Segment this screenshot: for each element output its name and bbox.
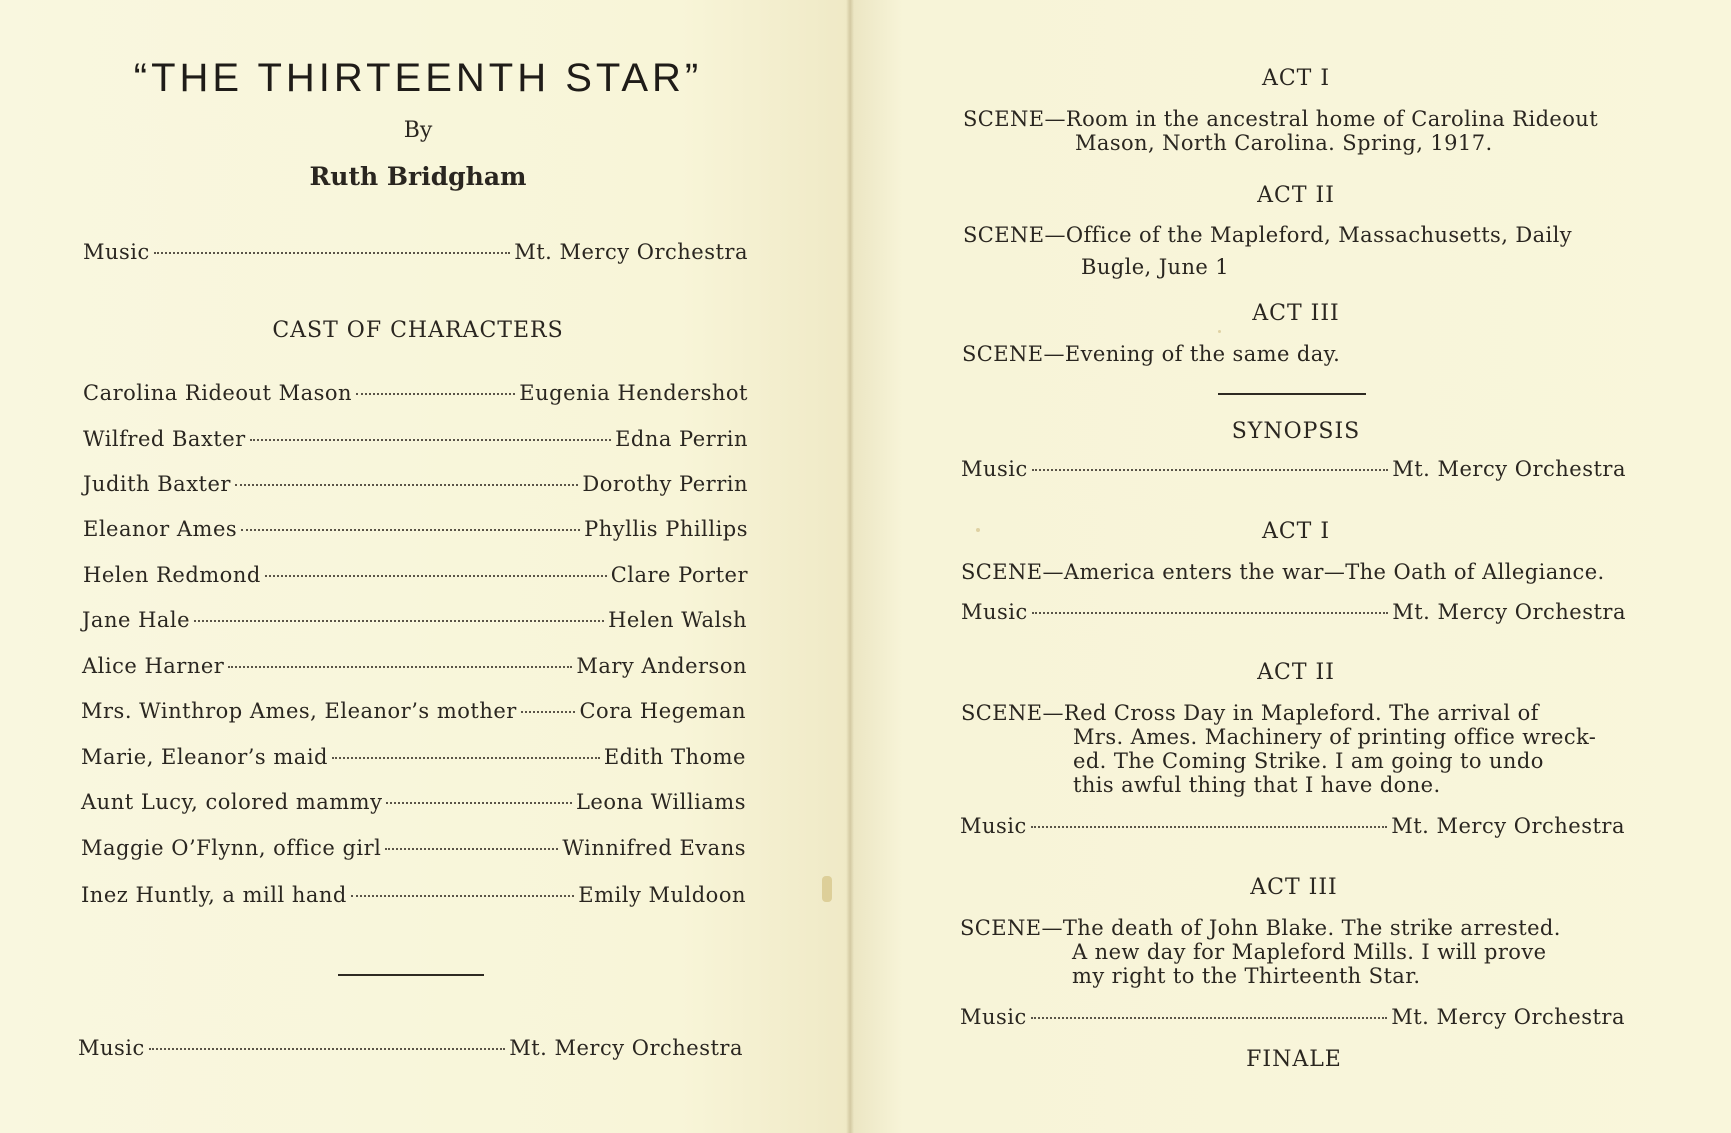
cast-row bbox=[81, 699, 746, 723]
music-label: Music bbox=[961, 600, 1028, 624]
paper-speck bbox=[1218, 330, 1221, 333]
closing-music-row bbox=[78, 1036, 743, 1060]
act-heading: ACT I bbox=[1261, 66, 1331, 91]
dot-leader bbox=[265, 575, 607, 577]
scene-description bbox=[963, 107, 1630, 155]
paper-stain bbox=[822, 876, 832, 902]
music-performer: Mt. Mercy Orchestra bbox=[1391, 1005, 1625, 1029]
dot-leader bbox=[521, 711, 576, 713]
paper-speck bbox=[976, 528, 980, 532]
dot-leader bbox=[250, 439, 611, 441]
actor-name: Edith Thome bbox=[603, 745, 746, 769]
cast-row bbox=[81, 883, 746, 907]
music-label: Music bbox=[960, 814, 1027, 838]
role-name: Judith Baxter bbox=[83, 472, 231, 496]
music-label: Music bbox=[78, 1036, 145, 1060]
dot-leader bbox=[332, 757, 600, 759]
role-name: Marie, Eleanor’s maid bbox=[81, 745, 328, 769]
dot-leader bbox=[1032, 469, 1388, 471]
music-performer: Mt. Mercy Orchestra bbox=[1391, 814, 1625, 838]
actor-name: Emily Muldoon bbox=[578, 883, 746, 907]
scene-line: Mrs. Ames. Machinery of printing office wreck- bbox=[1073, 725, 1597, 749]
scene-line: Bugle, June 1 bbox=[1081, 255, 1230, 279]
cast-row bbox=[81, 790, 746, 814]
music-performer: Mt. Mercy Orchestra bbox=[509, 1036, 743, 1060]
role-name: Helen Redmond bbox=[83, 563, 261, 587]
music-performer: Mt. Mercy Orchestra bbox=[1392, 457, 1626, 481]
role-name: Wilfred Baxter bbox=[83, 427, 246, 451]
scene-line: SCENE—Evening of the same day. bbox=[962, 342, 1341, 366]
dot-leader bbox=[1032, 612, 1388, 614]
section-divider bbox=[338, 974, 484, 976]
music-performer: Mt. Mercy Orchestra bbox=[514, 240, 748, 264]
role-name: Eleanor Ames bbox=[83, 517, 238, 541]
actor-name: Dorothy Perrin bbox=[582, 472, 748, 496]
music-label: Music bbox=[83, 240, 150, 264]
act-heading: ACT I bbox=[1261, 519, 1331, 544]
actor-name: Leona Williams bbox=[575, 790, 746, 814]
cast-row bbox=[82, 654, 747, 678]
dot-leader bbox=[356, 393, 515, 395]
actor-name: Cora Hegeman bbox=[579, 699, 746, 723]
scene-line: Mason, North Carolina. Spring, 1917. bbox=[1075, 131, 1493, 155]
music-row bbox=[960, 1005, 1625, 1029]
role-name: Inez Huntly, a mill hand bbox=[81, 883, 347, 907]
dot-leader bbox=[351, 895, 574, 897]
dot-leader bbox=[1031, 1017, 1387, 1019]
scene-line: A new day for Mapleford Mills. I will prove bbox=[1072, 940, 1547, 964]
dot-leader bbox=[235, 484, 578, 486]
actor-name: Eugenia Hendershot bbox=[519, 381, 748, 405]
music-label: Music bbox=[960, 1005, 1027, 1029]
actor-name: Clare Porter bbox=[610, 563, 748, 587]
actor-name: Winnifred Evans bbox=[562, 836, 746, 860]
scene-description bbox=[961, 701, 1628, 797]
dot-leader bbox=[241, 529, 580, 531]
cast-row bbox=[81, 745, 746, 769]
cast-row bbox=[83, 517, 748, 541]
scene-line: SCENE—America enters the war—The Oath of Allegiance. bbox=[961, 560, 1605, 584]
role-name: Alice Harner bbox=[82, 654, 225, 678]
music-label: Music bbox=[961, 457, 1028, 481]
dot-leader bbox=[386, 802, 572, 804]
role-name: Aunt Lucy, colored mammy bbox=[81, 790, 383, 814]
scene-line: SCENE—Room in the ancestral home of Carolina Rideout bbox=[963, 107, 1599, 131]
act-heading: ACT II bbox=[1257, 183, 1335, 208]
scene-line: SCENE—Red Cross Day in Mapleford. The arrival of bbox=[961, 701, 1539, 725]
music-row bbox=[960, 814, 1625, 838]
dot-leader bbox=[194, 620, 604, 622]
section-divider bbox=[1218, 393, 1366, 395]
role-name: Jane Hale bbox=[82, 608, 191, 632]
cast-heading: CAST OF CHARACTERS bbox=[272, 318, 564, 343]
actor-name: Helen Walsh bbox=[608, 608, 747, 632]
cast-row bbox=[83, 427, 748, 451]
scene-description bbox=[960, 916, 1627, 988]
scene-description bbox=[963, 223, 1630, 279]
dot-leader bbox=[228, 666, 572, 668]
dot-leader bbox=[149, 1048, 505, 1050]
music-row bbox=[961, 457, 1626, 481]
role-name: Carolina Rideout Mason bbox=[83, 381, 353, 405]
byline: By bbox=[403, 118, 433, 143]
music-performer: Mt. Mercy Orchestra bbox=[1392, 600, 1626, 624]
synopsis-heading: SYNOPSIS bbox=[1231, 419, 1361, 444]
page-gutter bbox=[846, 0, 854, 1133]
scene-description bbox=[962, 342, 1629, 366]
music-row bbox=[961, 600, 1626, 624]
actor-name: Phyllis Phillips bbox=[584, 517, 748, 541]
actor-name: Edna Perrin bbox=[615, 427, 748, 451]
act-heading: ACT III bbox=[1252, 301, 1340, 326]
scene-line: my right to the Thirteenth Star. bbox=[1072, 964, 1421, 988]
scene-line: ed. The Coming Strike. I am going to undo bbox=[1073, 749, 1544, 773]
cast-row bbox=[82, 608, 747, 632]
role-name: Mrs. Winthrop Ames, Eleanor’s mother bbox=[81, 699, 517, 723]
dot-leader bbox=[1031, 826, 1387, 828]
cast-row bbox=[83, 472, 748, 496]
cast-row bbox=[83, 381, 748, 405]
actor-name: Mary Anderson bbox=[576, 654, 747, 678]
act-heading: ACT III bbox=[1250, 875, 1338, 900]
scene-line: this awful thing that I have done. bbox=[1073, 773, 1441, 797]
act-heading: ACT II bbox=[1257, 660, 1335, 685]
cast-row bbox=[83, 563, 748, 587]
opening-music-row bbox=[83, 240, 748, 264]
author-name: Ruth Bridgham bbox=[309, 162, 527, 191]
play-title: “THE THIRTEENTH STAR” bbox=[133, 56, 703, 100]
role-name: Maggie O’Flynn, office girl bbox=[81, 836, 382, 860]
dot-leader bbox=[154, 252, 510, 254]
scene-line: SCENE—Office of the Mapleford, Massachusetts, Daily bbox=[963, 223, 1573, 247]
dot-leader bbox=[385, 848, 558, 850]
cast-row bbox=[81, 836, 746, 860]
scene-description bbox=[961, 560, 1628, 584]
scene-line: SCENE—The death of John Blake. The strike arrested. bbox=[960, 916, 1561, 940]
finale-heading: FINALE bbox=[1246, 1047, 1342, 1072]
